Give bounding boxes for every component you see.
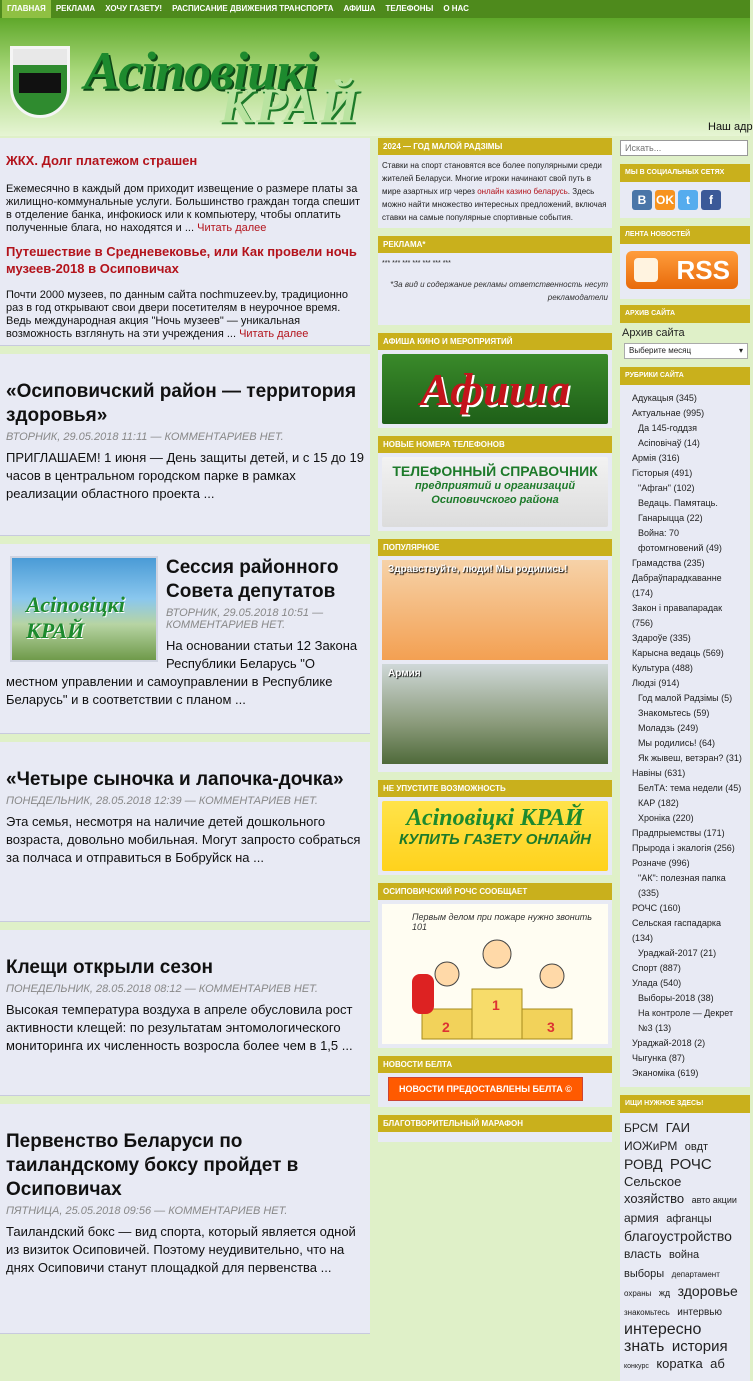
tag-link[interactable]: Сельское: [624, 1174, 682, 1189]
vk-icon[interactable]: B: [632, 190, 652, 210]
rubric-link[interactable]: На контроле — Декрет: [638, 1008, 734, 1018]
lead-excerpt: Ежемесячно в каждый дом приходит извещение о размере платы за жилищно-коммунальные услуги. Большинство граждан тогда спешит в отделение банка, инфокиоск или к компьютеру, чтобы оплатить полученные блага, но находятся и ... Читать далее: [6, 183, 361, 234]
rubric-link[interactable]: Адукацыя (345): [632, 393, 697, 403]
right-sidebar: [620, 138, 750, 1381]
tag-link[interactable]: власть: [624, 1247, 662, 1261]
popular-image-army[interactable]: Армия: [382, 664, 608, 764]
lead-excerpt: Почти 2000 музеев, по данным сайта nochmuzeev.by, традиционно раз в год открывают свои двери посетителям в неурочное время. Ведь международная акция "Ночь музеев" — уникальная возможность взглянуть на эти учреждения ... Читать далее: [6, 289, 348, 340]
odnoklassniki-icon[interactable]: OK: [655, 190, 675, 210]
our-address-label: Наш адр: [708, 121, 753, 133]
tag-link[interactable]: авто акции: [691, 1195, 737, 1205]
site-header: [0, 18, 753, 136]
tag-link[interactable]: знакомьтесь: [624, 1308, 670, 1317]
post-title[interactable]: Первенство Беларуси по таиландскому боксу пройдет в Осиповичах: [6, 1131, 299, 1200]
rubric-link[interactable]: Ураджай-2018 (2): [632, 1038, 706, 1048]
tag-link[interactable]: ИОЖиРМ: [624, 1139, 678, 1153]
post-excerpt: Высокая температура воздуха в апреле обусловила рост активности клещей: по результатам энтомологического мониторинга их численность возросла более чем в 1,5 ...: [6, 1002, 353, 1053]
tag-link[interactable]: овдт: [684, 1141, 709, 1153]
tag-link[interactable]: армия: [624, 1211, 659, 1225]
rubric-link[interactable]: Культура (488): [632, 663, 693, 673]
post-excerpt: Эта семья, несмотря на наличие детей дошкольного возраста, довольно мобильная. Могут запросто собраться за полчаса и отправиться в Бобруйск на ...: [6, 814, 361, 865]
archive-label: Архив сайта: [622, 327, 685, 339]
post-card: [0, 354, 370, 536]
casino-link[interactable]: онлайн казино беларусь: [477, 187, 568, 196]
social-links: [620, 182, 750, 218]
tag-link[interactable]: ГАИ: [665, 1120, 690, 1135]
tag-link[interactable]: интервью: [677, 1307, 722, 1318]
rubric-link[interactable]: Закон і правапарадак: [632, 603, 723, 613]
rubric-link[interactable]: Прадпрыемствы (171): [632, 828, 725, 838]
widget-title: ОСИПОВИЧСКИЙ РОЧС СООБЩАЕТ: [378, 883, 612, 900]
rubric-link[interactable]: Да 145-годдзя: [638, 423, 698, 433]
post-card: [0, 544, 370, 734]
post-title[interactable]: «Осиповичский район — территория здоровья»: [6, 381, 357, 426]
svg-text:1: 1: [492, 997, 500, 1013]
rubric-link[interactable]: Ведаць. Памятаць.: [638, 498, 718, 508]
search-input[interactable]: [620, 140, 748, 156]
tag-link[interactable]: афганцы: [666, 1213, 712, 1225]
tag-cloud: [620, 1113, 750, 1381]
rubric-link[interactable]: РОЧС (160): [632, 903, 681, 913]
phone-directory-banner[interactable]: ТЕЛЕФОННЫЙ СПРАВОЧНИК предприятий и организаций Осиповичского района: [382, 457, 608, 527]
widget-title: НОВЫЕ НОМЕРА ТЕЛЕФОНОВ: [378, 436, 612, 453]
coat-of-arms-icon[interactable]: [10, 46, 70, 118]
rubric-link[interactable]: Война: 70: [638, 528, 680, 538]
widget-ads: [378, 236, 612, 325]
rubric-link[interactable]: Моладзь (249): [638, 723, 699, 733]
widget-title: БЛАГОТВОРИТЕЛЬНЫЙ МАРАФОН: [378, 1115, 612, 1132]
ads-stars: *** *** *** *** *** *** ***: [382, 260, 451, 267]
rubric-link[interactable]: БелТА: тема недели (45): [638, 783, 742, 793]
post-title[interactable]: Сессия районного Совета депутатов: [166, 557, 339, 602]
tag-link[interactable]: жд: [658, 1288, 671, 1298]
rubric-link[interactable]: Ганарыцца (22): [638, 513, 703, 523]
rubric-link[interactable]: Ураджай-2017 (21): [638, 948, 717, 958]
tag-link[interactable]: история: [671, 1338, 728, 1355]
post-card: [0, 930, 370, 1096]
tag-link[interactable]: коратка: [656, 1356, 703, 1371]
belta-news-button[interactable]: НОВОСТИ ПРЕДОСТАВЛЕНЫ БЕЛТА ©: [388, 1077, 583, 1101]
rubric-link[interactable]: Навіны (631): [632, 768, 686, 778]
post-meta: ВТОРНИК, 29.05.2018 10:51 — КОММЕНТАРИЕВ НЕТ.: [166, 607, 324, 631]
rubric-link[interactable]: Дабраўпарадкаванне: [632, 573, 722, 583]
tag-link[interactable]: конкурс: [624, 1363, 649, 1370]
cartoon-caption: Первым делом при пожаре нужно звонить 101: [412, 912, 592, 932]
thumbnail-logo: Асіповіцкі КРАЙ: [26, 592, 125, 643]
rubric-link[interactable]: Знакомьтесь (59): [638, 708, 710, 718]
rubric-link[interactable]: Чыгунка (87): [632, 1053, 685, 1063]
rubric-link[interactable]: Мы родились! (64): [638, 738, 716, 748]
nav-home[interactable]: ГЛАВНАЯ: [2, 0, 51, 18]
rss-icon: [634, 258, 658, 282]
rubric-link[interactable]: Прырода і экалогія (256): [632, 843, 735, 853]
widget-title: АФИША КИНО И МЕРОПРИЯТИЙ: [378, 333, 612, 350]
tag-link[interactable]: выборы: [624, 1268, 665, 1280]
rochs-cartoon[interactable]: [382, 904, 608, 1044]
rubric-link[interactable]: "Афган" (102): [638, 483, 695, 493]
popular-image-stork[interactable]: Здравствуйте, люди! Мы родились!: [382, 560, 608, 660]
widget-title: НОВОСТИ БЕЛТА: [378, 1056, 612, 1073]
tag-link[interactable]: благоустройство: [624, 1228, 732, 1244]
rubric-link[interactable]: Эканоміка (619): [632, 1068, 699, 1078]
rubric-link[interactable]: Грамадства (235): [632, 558, 705, 568]
widget-popular: [378, 539, 612, 772]
read-more-link[interactable]: Читать далее: [239, 328, 309, 340]
news-feed-title: ЛЕНТА НОВОСТЕЙ: [620, 226, 750, 244]
middle-sidebar: [378, 138, 612, 1150]
rubric-link[interactable]: Выборы-2018 (38): [638, 993, 714, 1003]
widget-year-small-motherland: [378, 138, 612, 228]
rubric-link[interactable]: (134): [632, 933, 654, 943]
rubric-link[interactable]: (335): [638, 888, 660, 898]
tag-link[interactable]: хозяйство: [624, 1191, 685, 1206]
rubrics-title: РУБРИКИ САЙТА: [620, 367, 750, 385]
twitter-icon[interactable]: t: [678, 190, 698, 210]
rubric-link[interactable]: №3 (13): [638, 1023, 672, 1033]
rubric-link[interactable]: Год малой Радзімы (5): [638, 693, 733, 703]
tag-link[interactable]: аб: [710, 1356, 725, 1371]
rss-button[interactable]: RSS: [626, 251, 738, 289]
archive-title: АРХИВ САЙТА: [620, 305, 750, 323]
tags-title: ИЩИ НУЖНОЕ ЗДЕСЬ!: [620, 1095, 750, 1113]
rubric-link[interactable]: Як жывеш, ветэран? (31): [638, 753, 742, 763]
nav-afisha[interactable]: АФИША: [343, 4, 376, 13]
nav-want-newspaper[interactable]: ХОЧУ ГАЗЕТУ!: [105, 4, 163, 13]
rubric-link[interactable]: Сельская гаспадарка: [632, 918, 722, 928]
widget-buy-newspaper: [378, 780, 612, 875]
nav-ads[interactable]: РЕКЛАМА: [55, 4, 96, 13]
widget-text: Ставки на спорт становятся все более популярными среди жителей Беларуси. Многие игроки начинают свой путь в мире азартных игр через онлайн казино беларусь. Здесь можно найти множество интересных предложений, включая ставки на самые популярные спортивные события.: [382, 161, 607, 222]
top-nav: [0, 0, 750, 18]
rubric-link[interactable]: Спорт (887): [632, 963, 681, 973]
nav-phones[interactable]: ТЕЛЕФОНЫ: [385, 4, 434, 13]
rubric-link[interactable]: Розначе (996): [632, 858, 690, 868]
rubric-link[interactable]: Людзі (914): [632, 678, 680, 688]
post-excerpt: Таиландский бокс — вид спорта, который является одной из визиток Осиповичей. Поэтому неудивительно, что на днях Осиповичи станут площадкой для первенства ...: [6, 1224, 356, 1275]
nav-about[interactable]: О НАС: [443, 4, 469, 13]
main-content: [0, 138, 370, 1334]
post-title[interactable]: Клещи открыли сезон: [6, 957, 213, 978]
post-meta: ПОНЕДЕЛЬНИК, 28.05.2018 12:39 — КОММЕНТАРИЕВ НЕТ.: [6, 795, 318, 807]
widget-title: ПОПУЛЯРНОЕ: [378, 539, 612, 556]
rubric-link[interactable]: Хроніка (220): [638, 813, 694, 823]
rubric-link[interactable]: фотомгновений (49): [638, 543, 722, 553]
lead-news-block: [0, 138, 370, 346]
rubric-link[interactable]: Гісторыя (491): [632, 468, 693, 478]
widget-rochs: [378, 883, 612, 1048]
post-meta: ПЯТНИЦА, 25.05.2018 09:56 — КОММЕНТАРИЕВ НЕТ.: [6, 1205, 288, 1217]
tag-link[interactable]: БРСМ: [624, 1121, 659, 1135]
widget-title: РЕКЛАМА*: [378, 236, 612, 253]
widget-phones: [378, 436, 612, 531]
chevron-down-icon: ▾: [738, 346, 743, 355]
post-excerpt: На основании статьи 12 Закона Республики Беларусь "О местном управлении и самоуправлении в Республике Беларусь" и в соответствии с планом ...: [6, 638, 358, 707]
rubric-link[interactable]: Карысна ведаць (569): [632, 648, 724, 658]
nav-transport-schedule[interactable]: РАСПИСАНИЕ ДВИЖЕНИЯ ТРАНСПОРТА: [172, 4, 334, 13]
site-logo-top[interactable]: Асіповіцкі: [84, 41, 317, 101]
ads-disclaimer: *За вид и содержание рекламы ответственность несут рекламодатели: [390, 280, 608, 302]
svg-text:3: 3: [547, 1019, 555, 1035]
tag-link[interactable]: интересно: [624, 1321, 702, 1338]
post-card: [0, 742, 370, 922]
afisha-banner[interactable]: Афиша: [382, 354, 608, 424]
widget-afisha: [378, 333, 612, 428]
post-meta: ВТОРНИК, 29.05.2018 11:11 — КОММЕНТАРИЕВ НЕТ.: [6, 431, 284, 443]
rubric-link[interactable]: КАР (182): [638, 798, 679, 808]
rubric-link[interactable]: Асіповічаў (14): [638, 438, 700, 448]
post-card: [0, 1104, 370, 1334]
svg-text:2: 2: [442, 1019, 450, 1035]
tag-link[interactable]: знать: [624, 1338, 665, 1355]
widget-belta: [378, 1056, 612, 1107]
widget-charity: [378, 1115, 612, 1142]
rubric-link[interactable]: Актуальнае (995): [632, 408, 705, 418]
tag-link[interactable]: война: [668, 1249, 700, 1261]
rubric-link[interactable]: Улада (540): [632, 978, 682, 988]
buy-newspaper-banner[interactable]: Асіповіцкі КРАЙ КУПИТЬ ГАЗЕТУ ОНЛАЙН: [382, 801, 608, 871]
tag-link[interactable]: РОВД: [624, 1156, 663, 1172]
post-title[interactable]: «Четыре сыночка и лапочка-дочка»: [6, 769, 344, 790]
lead-title[interactable]: ЖКХ. Долг платежом страшен: [6, 153, 198, 168]
rubric-link[interactable]: Здароўе (335): [632, 633, 691, 643]
tag-link[interactable]: РОЧС: [669, 1156, 712, 1173]
facebook-icon[interactable]: f: [701, 190, 721, 210]
rubric-link[interactable]: "АК": полезная папка: [638, 873, 726, 883]
rubrics-list: [620, 385, 750, 1087]
widget-title: 2024 — ГОД МАЛОЙ РАДЗІМЫ: [378, 138, 612, 155]
rubric-link[interactable]: (174): [632, 588, 654, 598]
post-meta: ПОНЕДЕЛЬНИК, 28.05.2018 08:12 — КОММЕНТАРИЕВ НЕТ.: [6, 983, 318, 995]
lead-title[interactable]: Путешествие в Средневековье, или Как провели ночь музеев-2018 в Осиповичах: [6, 244, 357, 276]
archive-month-select[interactable]: Выберите месяц ▾: [624, 343, 748, 359]
site-logo-bottom[interactable]: КРАЙ: [220, 77, 361, 133]
post-thumbnail[interactable]: [10, 556, 158, 662]
rubric-link[interactable]: Армія (316): [632, 453, 680, 463]
tag-link[interactable]: департамент охраны: [624, 1270, 720, 1298]
widget-title: НЕ УПУСТИТЕ ВОЗМОЖНОСТЬ: [378, 780, 612, 797]
read-more-link[interactable]: Читать далее: [197, 222, 267, 234]
rubric-link[interactable]: (756): [632, 618, 654, 628]
post-excerpt: ПРИГЛАШАЕМ! 1 июня — День защиты детей, и с 15 до 19 часов в центральном городском парке в рамках реализации областного проекта ...: [6, 450, 364, 501]
social-title: МЫ В СОЦИАЛЬНЫХ СЕТЯХ: [620, 164, 750, 182]
tag-link[interactable]: здоровье: [677, 1283, 738, 1299]
